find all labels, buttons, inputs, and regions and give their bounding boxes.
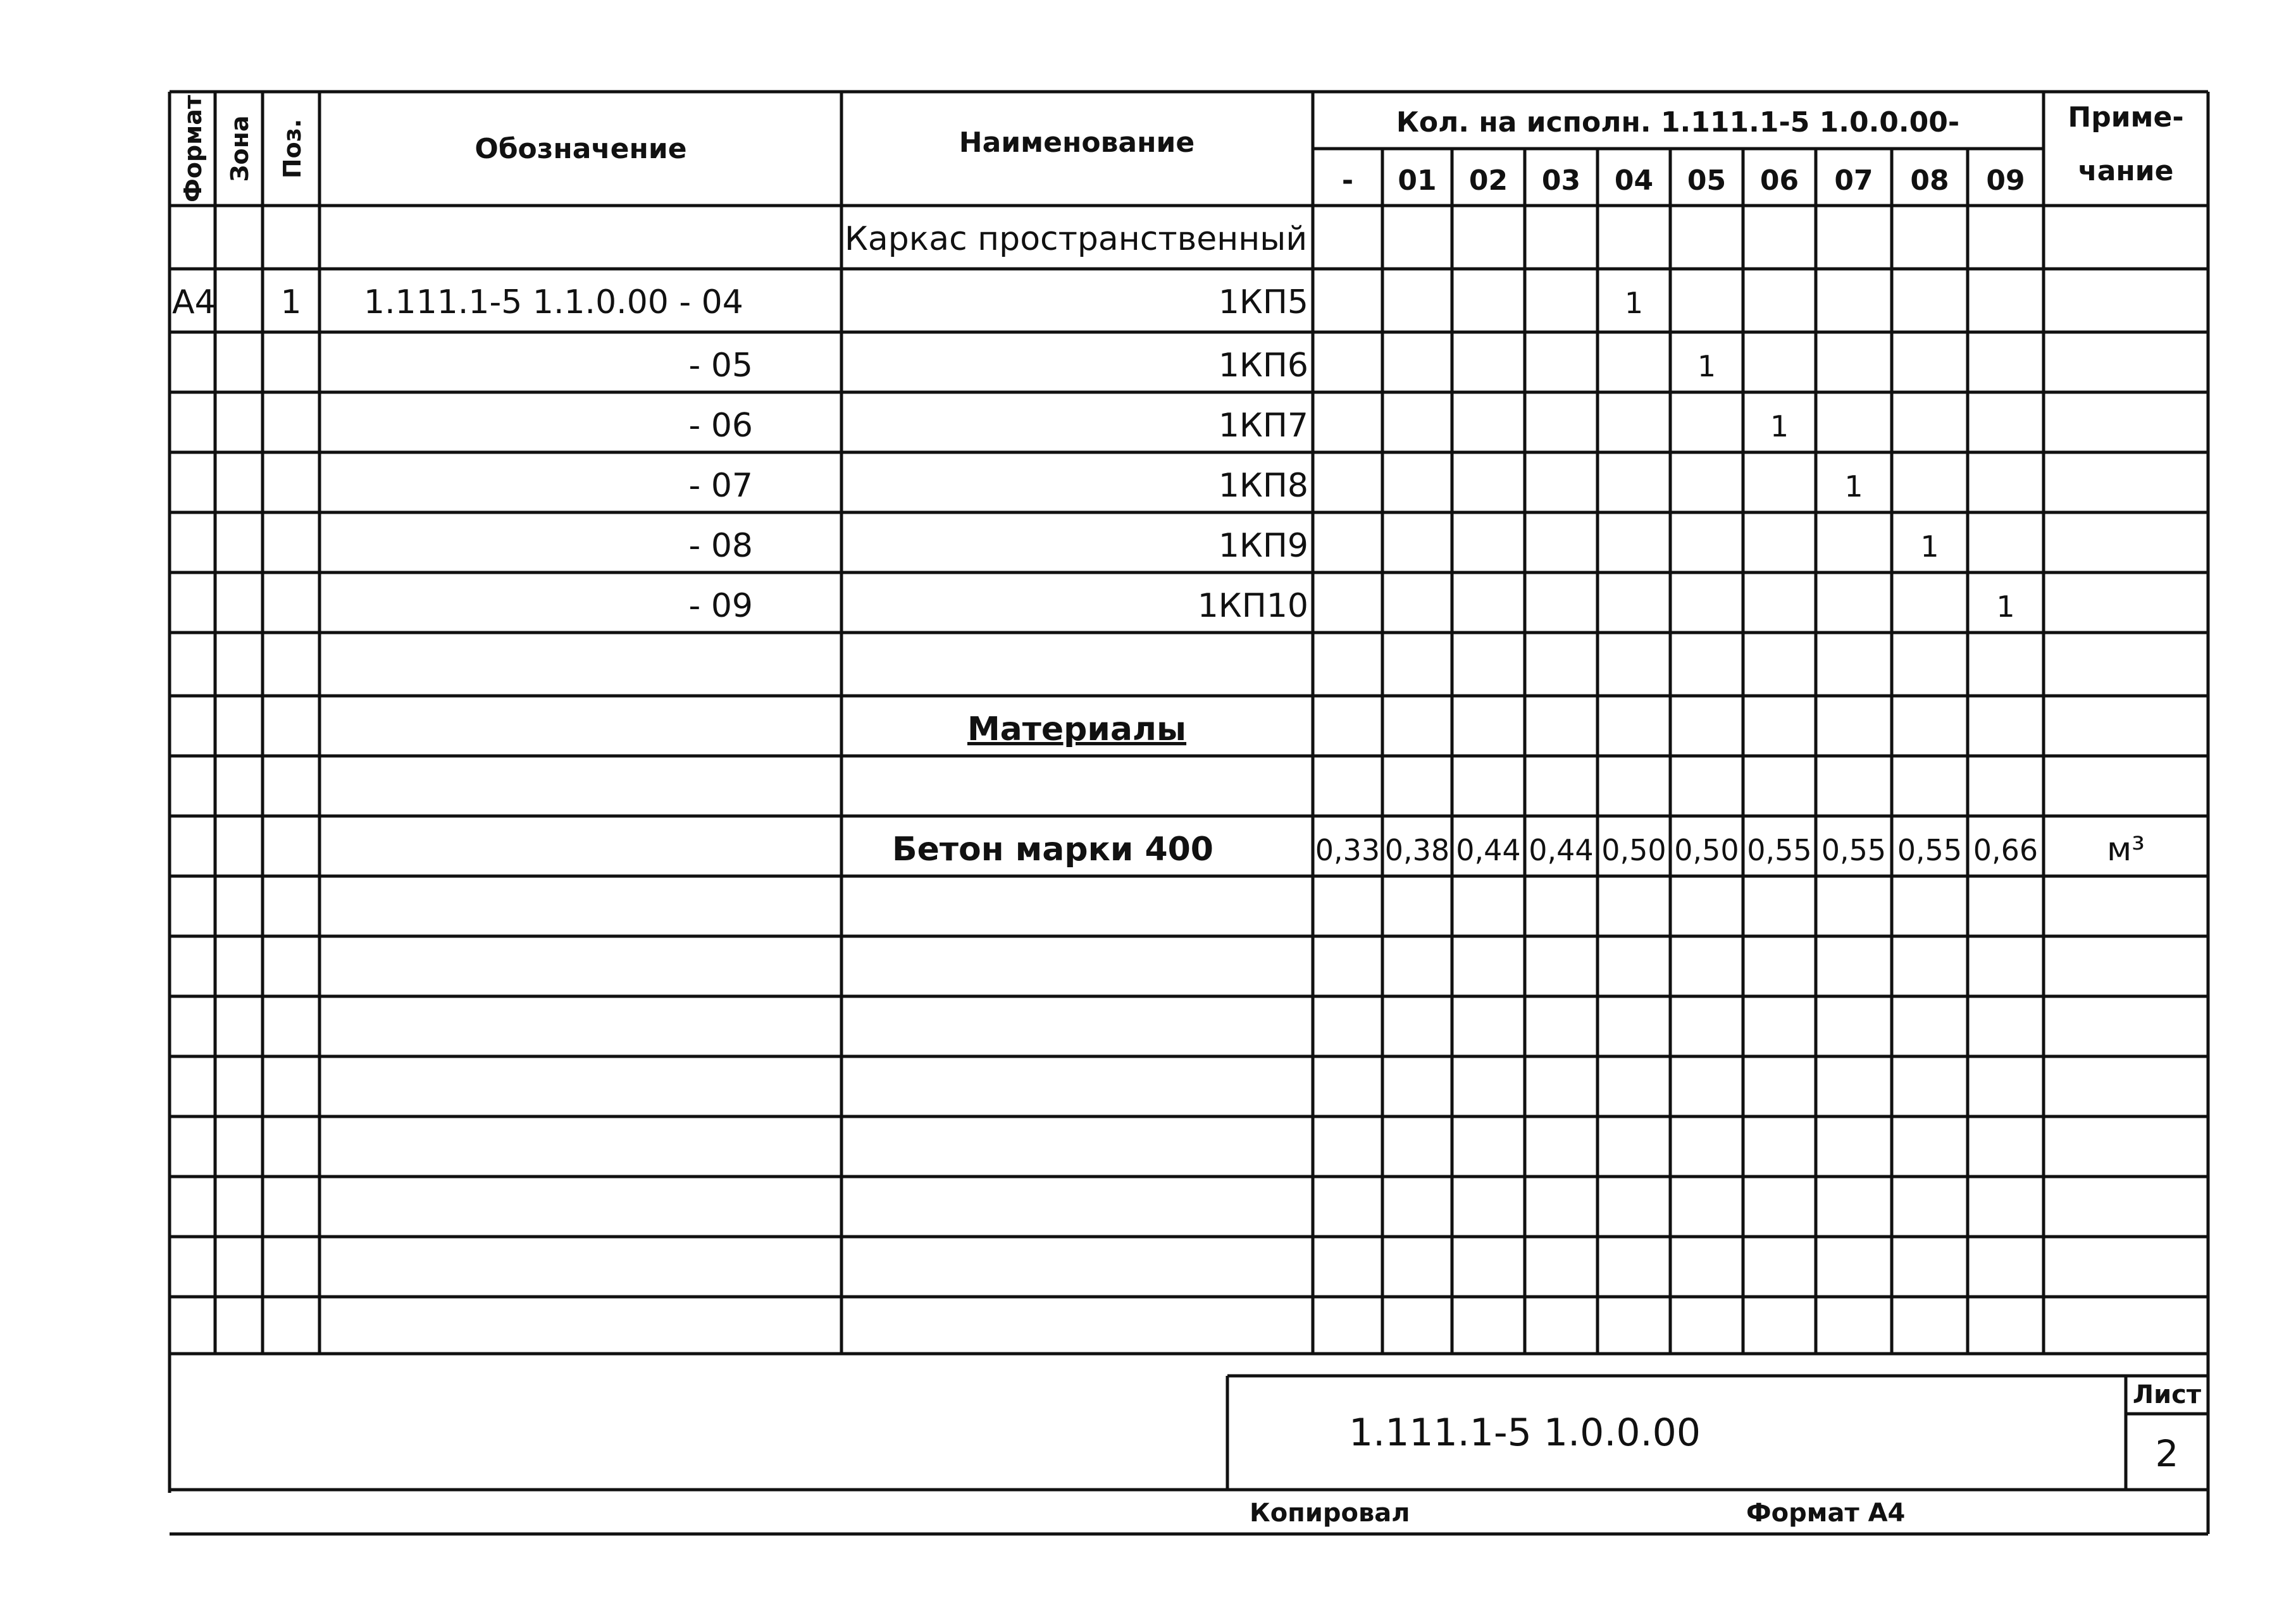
header-format: Формат bbox=[179, 95, 207, 202]
header-qty-title: Кол. на исполн. 1.111.1-5 1.0.0.00- bbox=[1396, 106, 1960, 139]
row-qty: 1 bbox=[1844, 469, 1863, 504]
table-rows bbox=[172, 220, 2145, 869]
execution-header: 03 bbox=[1541, 164, 1581, 197]
header-name: Наименование bbox=[959, 127, 1195, 159]
title-block bbox=[1349, 1380, 2202, 1475]
execution-header: 04 bbox=[1614, 164, 1654, 197]
footer bbox=[1250, 1499, 1905, 1528]
sheet-label: Лист bbox=[2132, 1380, 2202, 1409]
doc-number: 1.111.1-5 1.0.0.00 bbox=[1349, 1411, 1701, 1455]
row-name: 1КП10 bbox=[1197, 587, 1308, 625]
row-qty: 0,50 bbox=[1601, 833, 1666, 867]
table-row bbox=[172, 283, 1643, 321]
row-qty: 0,55 bbox=[1821, 833, 1887, 867]
row-designation: - 09 bbox=[688, 587, 753, 625]
row-qty: 0,44 bbox=[1529, 833, 1594, 867]
footer-format: Формат А4 bbox=[1746, 1499, 1906, 1528]
row-name: 1КП9 bbox=[1218, 527, 1308, 565]
row-designation: - 07 bbox=[688, 467, 753, 505]
row-designation: - 05 bbox=[688, 347, 753, 385]
row-designation: 1.111.1-5 1.1.0.00 - 04 bbox=[364, 283, 743, 321]
row-name: Каркас пространственный bbox=[845, 220, 1308, 258]
execution-header: 02 bbox=[1468, 164, 1508, 197]
row-designation: - 06 bbox=[688, 407, 753, 445]
execution-header: 06 bbox=[1759, 164, 1799, 197]
execution-header: 08 bbox=[1910, 164, 1949, 197]
execution-header: 05 bbox=[1687, 164, 1727, 197]
header-note-1: Приме- bbox=[2068, 101, 2184, 133]
row-format: А4 bbox=[172, 283, 216, 321]
row-name: Бетон марки 400 bbox=[892, 831, 1213, 869]
table-row bbox=[689, 467, 1863, 505]
header-designation: Обозначение bbox=[475, 133, 687, 165]
execution-header: 07 bbox=[1834, 164, 1873, 197]
table-row bbox=[967, 710, 1186, 748]
header-note-2: чание bbox=[2078, 155, 2174, 187]
row-name: 1КП6 bbox=[1218, 347, 1308, 385]
row-pos: 1 bbox=[280, 283, 302, 321]
row-qty: 0,55 bbox=[1897, 833, 1963, 867]
execution-header: 01 bbox=[1398, 164, 1437, 197]
table-row bbox=[689, 407, 1789, 445]
row-designation: - 08 bbox=[688, 527, 753, 565]
row-note: м³ bbox=[2106, 831, 2145, 869]
row-qty: 1 bbox=[1920, 529, 1939, 564]
execution-header: 09 bbox=[1986, 164, 2025, 197]
row-qty: 1 bbox=[1996, 590, 2015, 624]
row-name: 1КП5 bbox=[1218, 283, 1308, 321]
header-pos: Поз. bbox=[278, 118, 306, 179]
row-qty: 1 bbox=[1624, 286, 1644, 320]
row-qty: 0,66 bbox=[1973, 833, 2038, 867]
row-name: 1КП8 bbox=[1218, 467, 1308, 505]
execution-header: - bbox=[1341, 164, 1354, 197]
row-name: 1КП7 bbox=[1218, 407, 1308, 445]
row-qty: 1 bbox=[1697, 349, 1716, 383]
row-qty: 0,38 bbox=[1384, 833, 1450, 867]
footer-copied: Копировал bbox=[1250, 1499, 1410, 1528]
table-row bbox=[845, 220, 1307, 258]
row-qty: 0,33 bbox=[1315, 833, 1381, 867]
row-qty: 1 bbox=[1770, 409, 1789, 443]
table-row bbox=[892, 831, 2145, 869]
execution-headers bbox=[1342, 164, 2025, 197]
row-qty: 0,55 bbox=[1747, 833, 1812, 867]
row-name: Материалы bbox=[967, 710, 1187, 748]
row-qty: 0,44 bbox=[1456, 833, 1521, 867]
sheet-number: 2 bbox=[2155, 1432, 2179, 1475]
row-qty: 0,50 bbox=[1674, 833, 1739, 867]
header-zone: Зона bbox=[226, 115, 254, 182]
